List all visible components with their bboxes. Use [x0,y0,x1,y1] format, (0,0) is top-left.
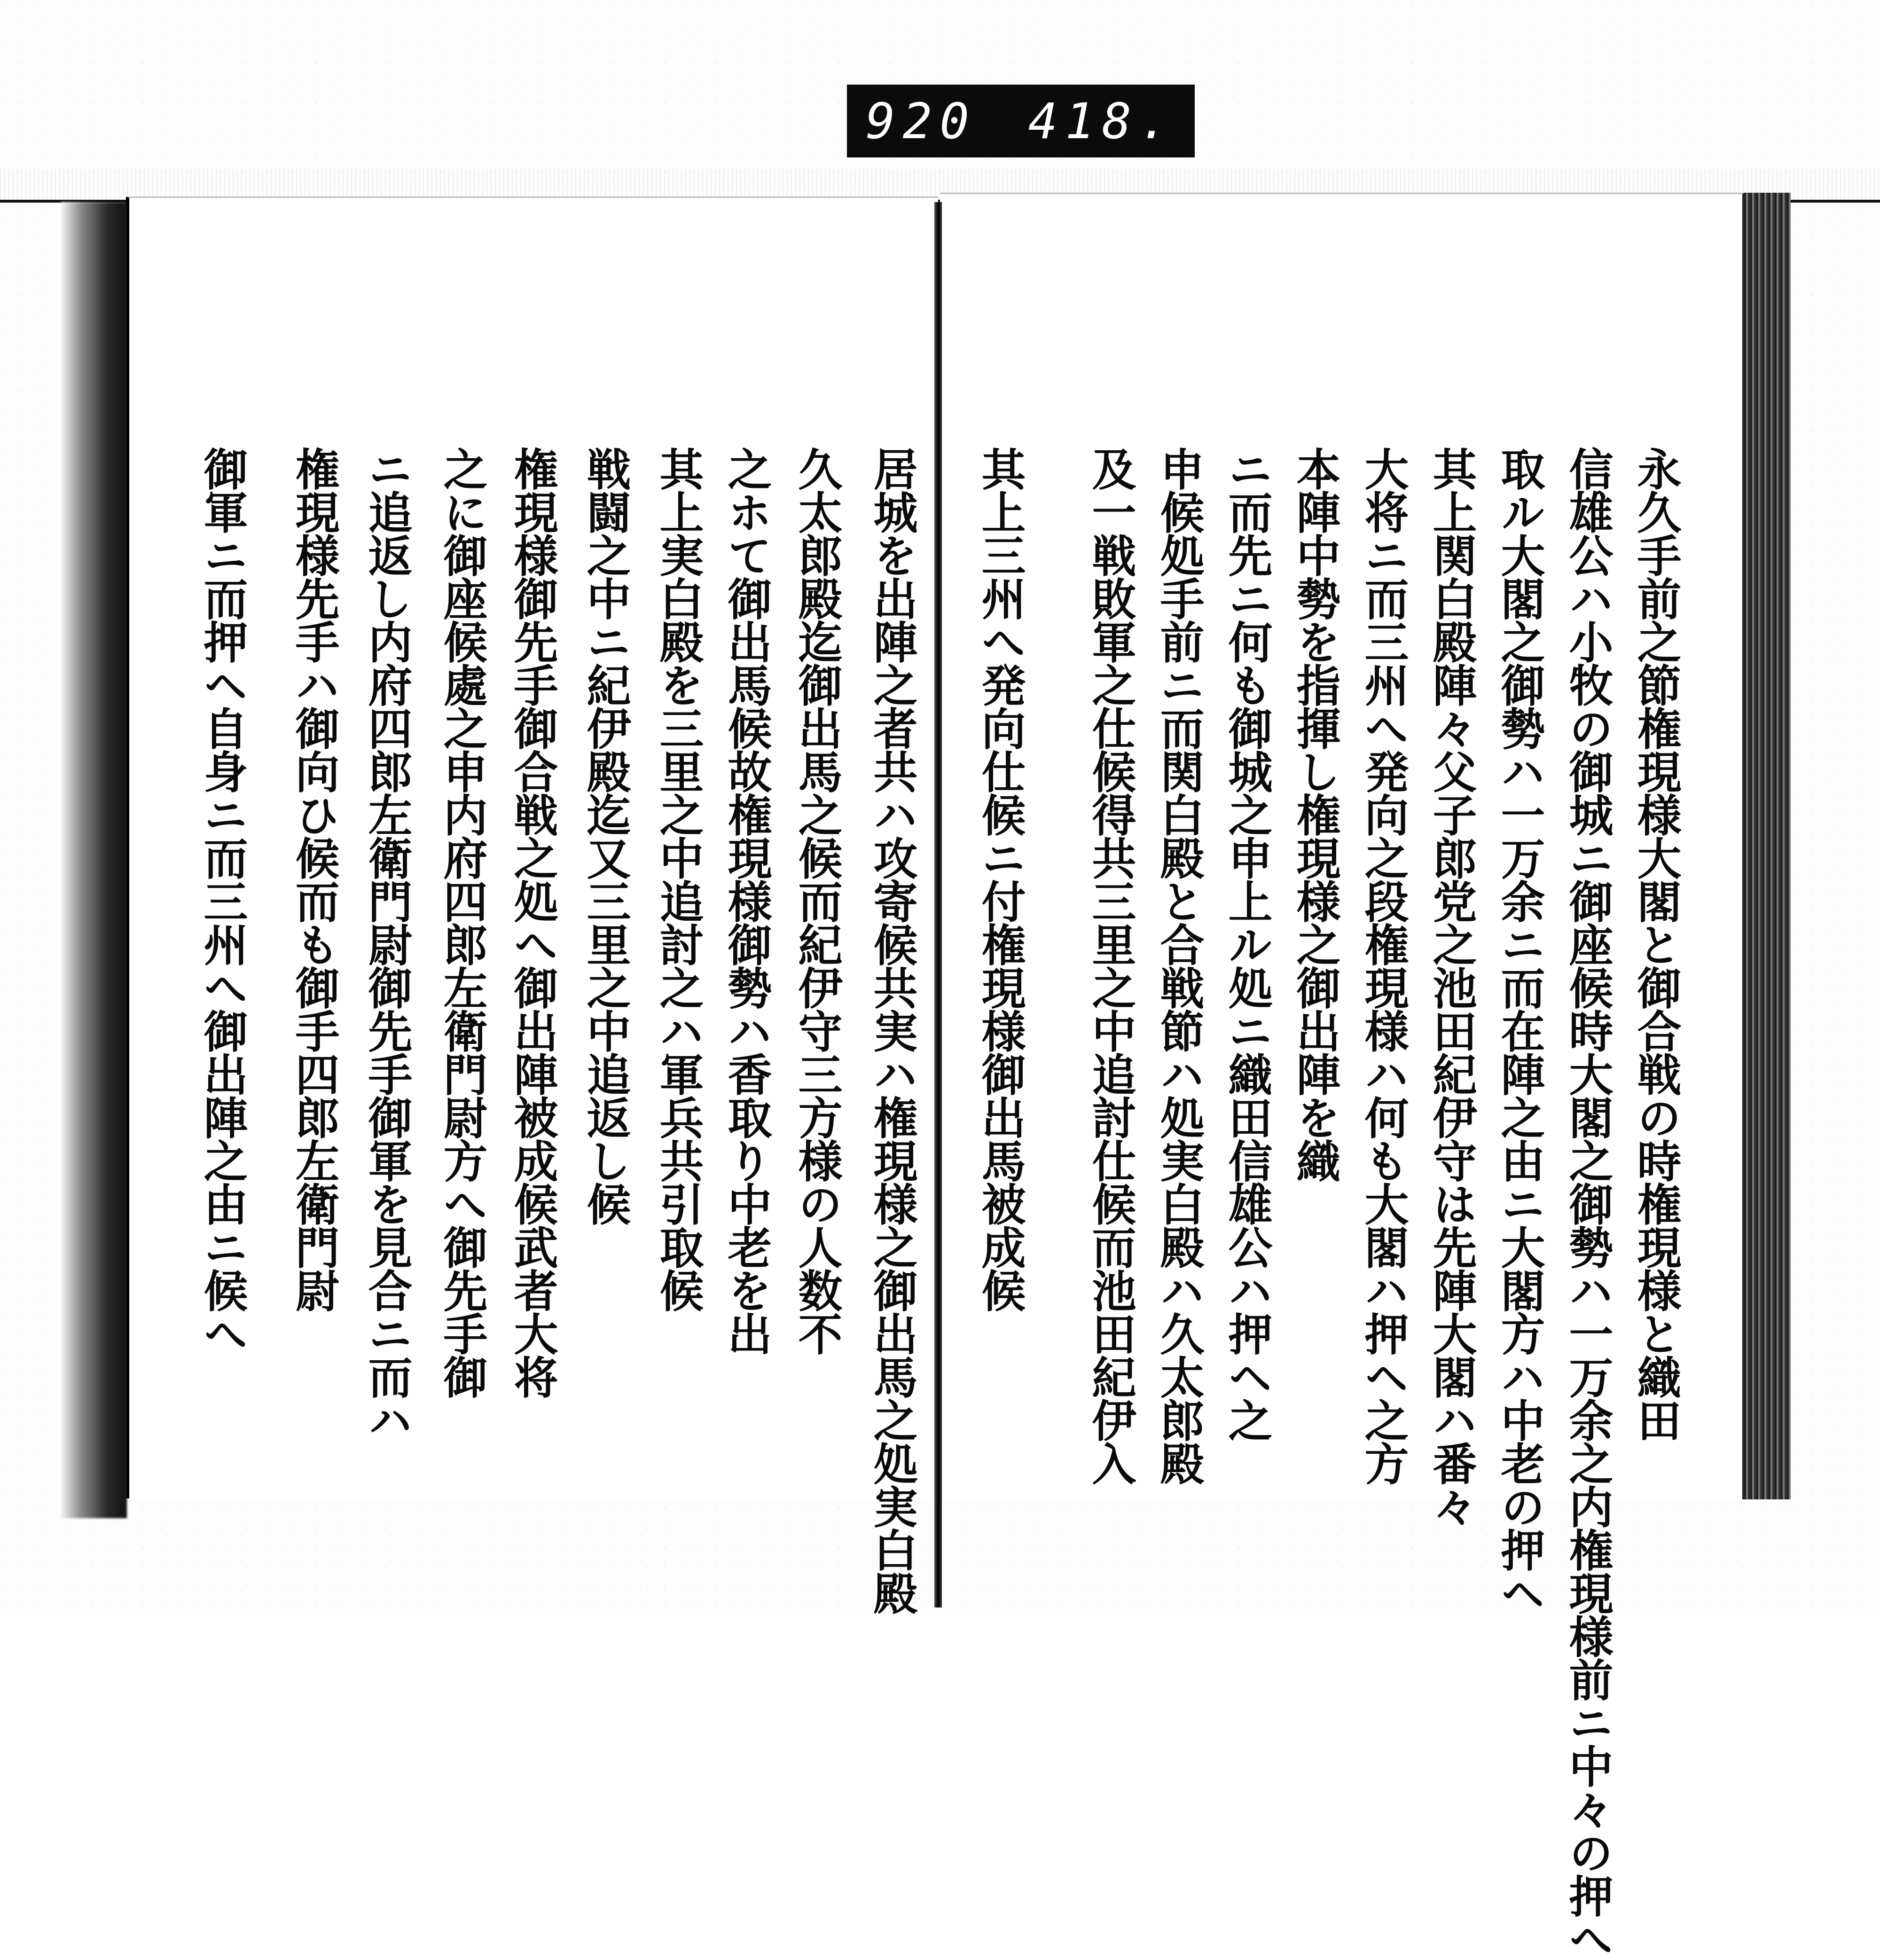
left-page-column-2: 久太郎殿迄御出馬之候而紀伊守三方様の人数不 [791,447,842,1355]
right-page-column-6: 本陣中勢を指揮し権現様之御出陣を織 [1289,447,1340,1182]
left-page-column-5: 戦闘之中ニ紀伊殿迄又三里之中追返し候 [579,447,631,1225]
right-page-column-8: 申候処手前ニ而関白殿と合戦節ハ処実白殿ハ久太郎殿 [1152,447,1204,1484]
left-page-column-9: 権現様先手ハ御向ひ候而も御手四郎左衛門尉 [288,447,339,1311]
right-page-column-4: 其上関白殿陣々父子郎党之池田紀伊守は先陣大閣ハ番々 [1425,447,1477,1528]
left-page-column-7: 之に御座候處之申内府四郎左衛門尉方へ御先手御 [436,447,487,1398]
left-page-column-1: 居城を出陣之者共ハ攻寄候共実ハ権現様之御出馬之処実白殿 [866,447,917,1614]
right-page-column-5: 大将ニ而三州へ発向之段権現様ハ何も大閣ハ押ヘ之方 [1357,447,1409,1484]
book-edge-left [61,202,127,1518]
microfilm-frame-label [847,85,1195,157]
reel-number: 920 [866,92,977,150]
left-page-column-6: 権現様御先手御合戦之処へ御出陣被成候武者大将 [506,447,558,1398]
left-page-column-4: 其上実白殿を三里之中追討之ハ軍兵共引取候 [652,447,704,1311]
right-page-column-1: 永久手前之節権現様大閣と御合戦の時権現様と織田 [1629,447,1681,1441]
book-gutter [934,202,942,1607]
left-page-column-3: 之ホて御出馬候故権現様御勢ハ香取り中老を出 [720,447,772,1355]
frame-number: 418. [1028,92,1176,150]
right-page-column-2: 信雄公ハ小牧の御城ニ御座候時大閣之御勢ハ一万余之内権現様前ニ中々の押へ [1561,447,1613,1960]
right-page-column-7: ニ而先ニ何も御城之申上ル処ニ織田信雄公ハ押ヘ之 [1221,447,1272,1441]
right-page-column-3: 取ル大閣之御勢ハ一万余ニ而在陣之由ニ大閣方ハ中老の押ヘ [1493,447,1545,1614]
left-page-column-8: ニ追返し内府四郎左衛門尉御先手御軍を見合ニ而ハ [360,447,412,1441]
right-page-column-9: 及一戦敗軍之仕候得共三里之中追討仕候而池田紀伊入 [1084,447,1136,1484]
book-edge-right [1744,193,1791,1499]
left-page-column-10: 御軍ニ而押ヘ自身ニ而三州へ御出陣之由ニ候へ [196,447,248,1355]
right-page-column-10: 其上三州へ発向仕候ニ付権現様御出馬被成候 [974,447,1026,1311]
right-page [940,193,1745,1960]
